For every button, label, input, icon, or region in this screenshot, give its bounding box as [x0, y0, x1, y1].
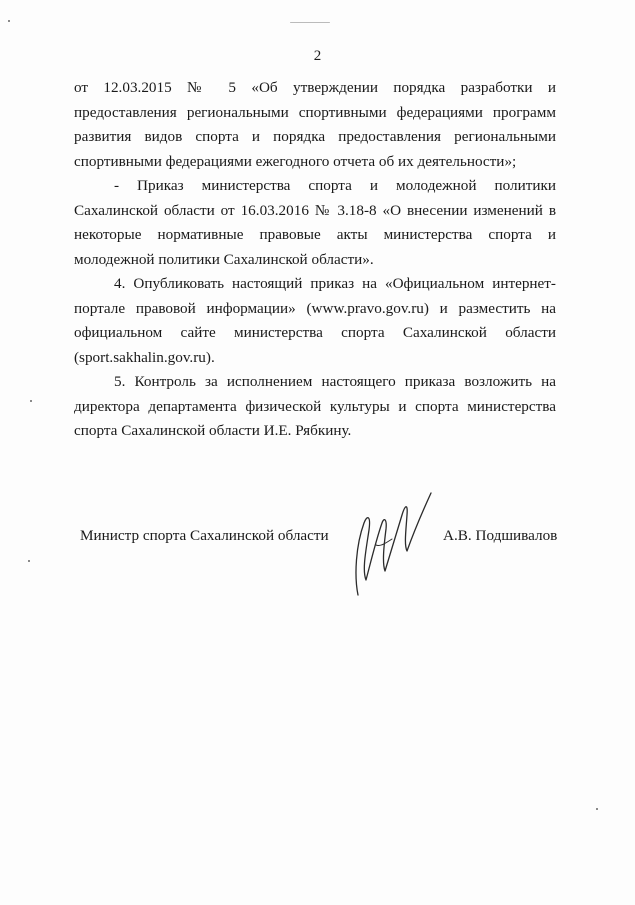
scan-speck	[290, 22, 330, 23]
handwritten-signature	[336, 485, 446, 600]
scan-speck	[8, 20, 10, 22]
page-number: 2	[313, 48, 322, 64]
scan-speck	[30, 400, 32, 402]
signature-block	[80, 527, 560, 607]
scan-speck	[596, 808, 598, 810]
paragraph-item-5: 5. Контроль за исполнением настоящего приказа возложить на директора департамента физической культуры и спорта министерства спорта Сахалинской области И.Е. Рябкину.	[74, 373, 556, 439]
signatory-name: А.В. Подшивалов	[443, 527, 558, 544]
paragraph-continuation: от 12.03.2015 № 5 «Об утверждении порядка разработки и предоставления региональными спортивными федерациями программ развития видов спорта и порядка предоставления региональными спортивными федерациями ежегодного отчета об их деятельности»;	[74, 79, 556, 170]
signatory-position: Министр спорта Сахалинской области	[80, 527, 329, 544]
scan-speck	[28, 560, 30, 562]
paragraph-item-4: 4. Опубликовать настоящий приказ на «Официальном интернет-портале правовой информации» (www.pravo.gov.ru) и разместить на официальном сайте министерства спорта Сахалинской области (sport.sakhalin.gov.ru).	[74, 275, 556, 366]
document-body	[74, 76, 556, 444]
paragraph-order-reference: - Приказ министерства спорта и молодежной политики Сахалинской области от 16.03.2016 № 3.18-8 «О внесении изменений в некоторые нормативные правовые акты министерства спорта и молодежной политики Сахалинской области».	[74, 177, 556, 268]
